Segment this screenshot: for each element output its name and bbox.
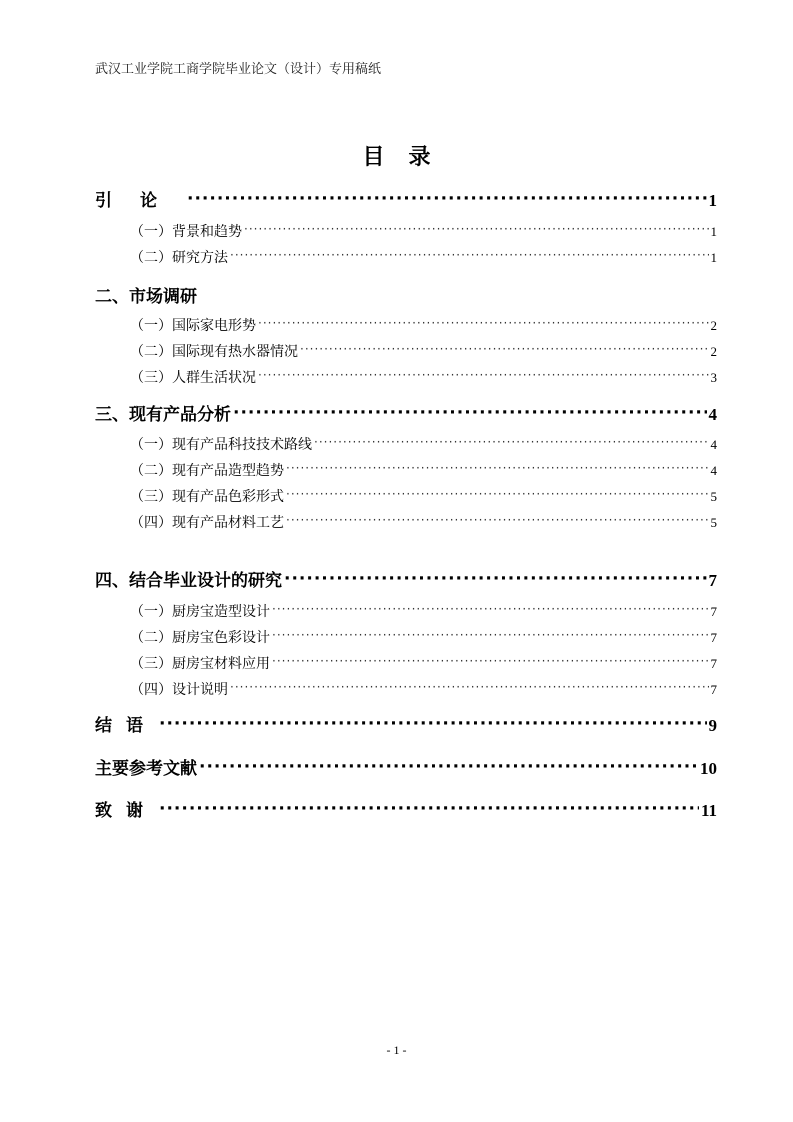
toc-entry-tech-route[interactable] (130, 434, 717, 454)
toc-entry-label: 三、现有产品分析 (95, 405, 231, 425)
toc-entry-label: （四）现有产品材料工艺 (130, 515, 284, 531)
toc-entry-page: 7 (710, 682, 717, 697)
toc-entry-label: （一）国际家电形势 (130, 318, 256, 334)
toc-entry-label: 引论 (95, 191, 185, 211)
dot-leader (230, 680, 709, 694)
toc-entry-label: 主要参考文献 (95, 759, 197, 779)
toc-entry-label: （三）人群生活状况 (130, 370, 256, 386)
toc-entry-page: 1 (710, 250, 717, 265)
dot-leader (300, 342, 709, 356)
toc-entry-label: 致谢 (95, 801, 157, 821)
dot-leader (272, 602, 709, 616)
toc-entry-label: 四、结合毕业设计的研究 (95, 571, 282, 591)
toc-entry-label: （二）厨房宝色彩设计 (130, 630, 270, 646)
dot-leader (159, 799, 699, 816)
dot-leader (159, 714, 707, 731)
toc-entry-market-research[interactable] (95, 282, 717, 307)
toc-entry-page: 10 (700, 759, 717, 778)
toc-entry-page: 7 (710, 630, 717, 645)
dot-leader (272, 654, 709, 668)
page-number: - 1 - (386, 1043, 407, 1057)
toc-entry-label: （四）设计说明 (130, 682, 228, 698)
toc-entry-living-conditions[interactable] (130, 367, 717, 387)
dot-leader (230, 248, 709, 262)
toc-entry-page: 2 (710, 344, 717, 359)
toc-entry-page: 2 (710, 318, 717, 333)
toc-entry-label: （一）背景和趋势 (130, 224, 242, 240)
toc-entry-introduction[interactable] (95, 186, 717, 211)
dot-leader (272, 628, 709, 642)
toc-title: 目录 (362, 145, 455, 170)
toc-entry-page: 9 (708, 716, 717, 735)
toc-entry-label: 结语 (95, 716, 157, 736)
toc-entry-kitchen-color[interactable] (130, 627, 717, 647)
dot-leader (233, 403, 707, 420)
toc-entry-acknowledgements[interactable] (95, 796, 717, 821)
toc-entry-page: 7 (710, 604, 717, 619)
dot-leader (314, 435, 709, 449)
toc-entry-label: （一）厨房宝造型设计 (130, 604, 270, 620)
toc-entry-page: 5 (710, 489, 717, 504)
toc-entry-kitchen-materials[interactable] (130, 653, 717, 673)
toc-entry-page: 7 (708, 571, 717, 590)
toc-entry-label: （三）厨房宝材料应用 (130, 656, 270, 672)
dot-leader (284, 569, 707, 586)
toc-entry-page: 1 (710, 224, 717, 239)
toc-entry-design-notes[interactable] (130, 679, 717, 699)
dot-leader (199, 757, 698, 774)
dot-leader (286, 487, 709, 501)
toc-entry-label: （二）现有产品造型趋势 (130, 463, 284, 479)
toc-entry-background[interactable] (130, 221, 717, 241)
toc-entry-label: （一）现有产品科技技术路线 (130, 437, 312, 453)
toc-entry-page: 11 (700, 801, 717, 820)
toc-entry-page: 7 (710, 656, 717, 671)
dot-leader (258, 316, 709, 330)
dot-leader (286, 461, 709, 475)
toc-entry-label: （三）现有产品色彩形式 (130, 489, 284, 505)
toc-entry-page: 4 (710, 437, 717, 452)
dot-leader (286, 513, 709, 527)
toc-entry-materials[interactable] (130, 512, 717, 532)
page-header: 武汉工业学院工商学院毕业论文（设计）专用稿纸 (95, 62, 382, 77)
toc-entry-page: 5 (710, 515, 717, 530)
toc-entry-color-form[interactable] (130, 486, 717, 506)
toc-entry-water-heaters[interactable] (130, 341, 717, 361)
toc-entry-kitchen-shape[interactable] (130, 601, 717, 621)
toc-entry-design-research[interactable] (95, 566, 717, 591)
dot-leader (187, 189, 707, 206)
toc-entry-conclusion[interactable] (95, 711, 717, 736)
toc-entry-product-analysis[interactable] (95, 400, 717, 425)
toc-entry-label: 二、市场调研 (95, 287, 197, 307)
toc-entry-methods[interactable] (130, 247, 717, 267)
toc-entry-page: 3 (710, 370, 717, 385)
toc-entry-page: 4 (710, 463, 717, 478)
toc-entry-shape-trend[interactable] (130, 460, 717, 480)
toc-entry-intl-appliances[interactable] (130, 315, 717, 335)
toc-entry-label: （二）国际现有热水器情况 (130, 344, 298, 360)
toc-entry-label: （二）研究方法 (130, 250, 228, 266)
dot-leader (258, 368, 709, 382)
dot-leader (244, 222, 709, 236)
toc-entry-page: 1 (708, 191, 717, 210)
toc-entry-page: 4 (708, 405, 717, 424)
toc-entry-references[interactable] (95, 754, 717, 779)
